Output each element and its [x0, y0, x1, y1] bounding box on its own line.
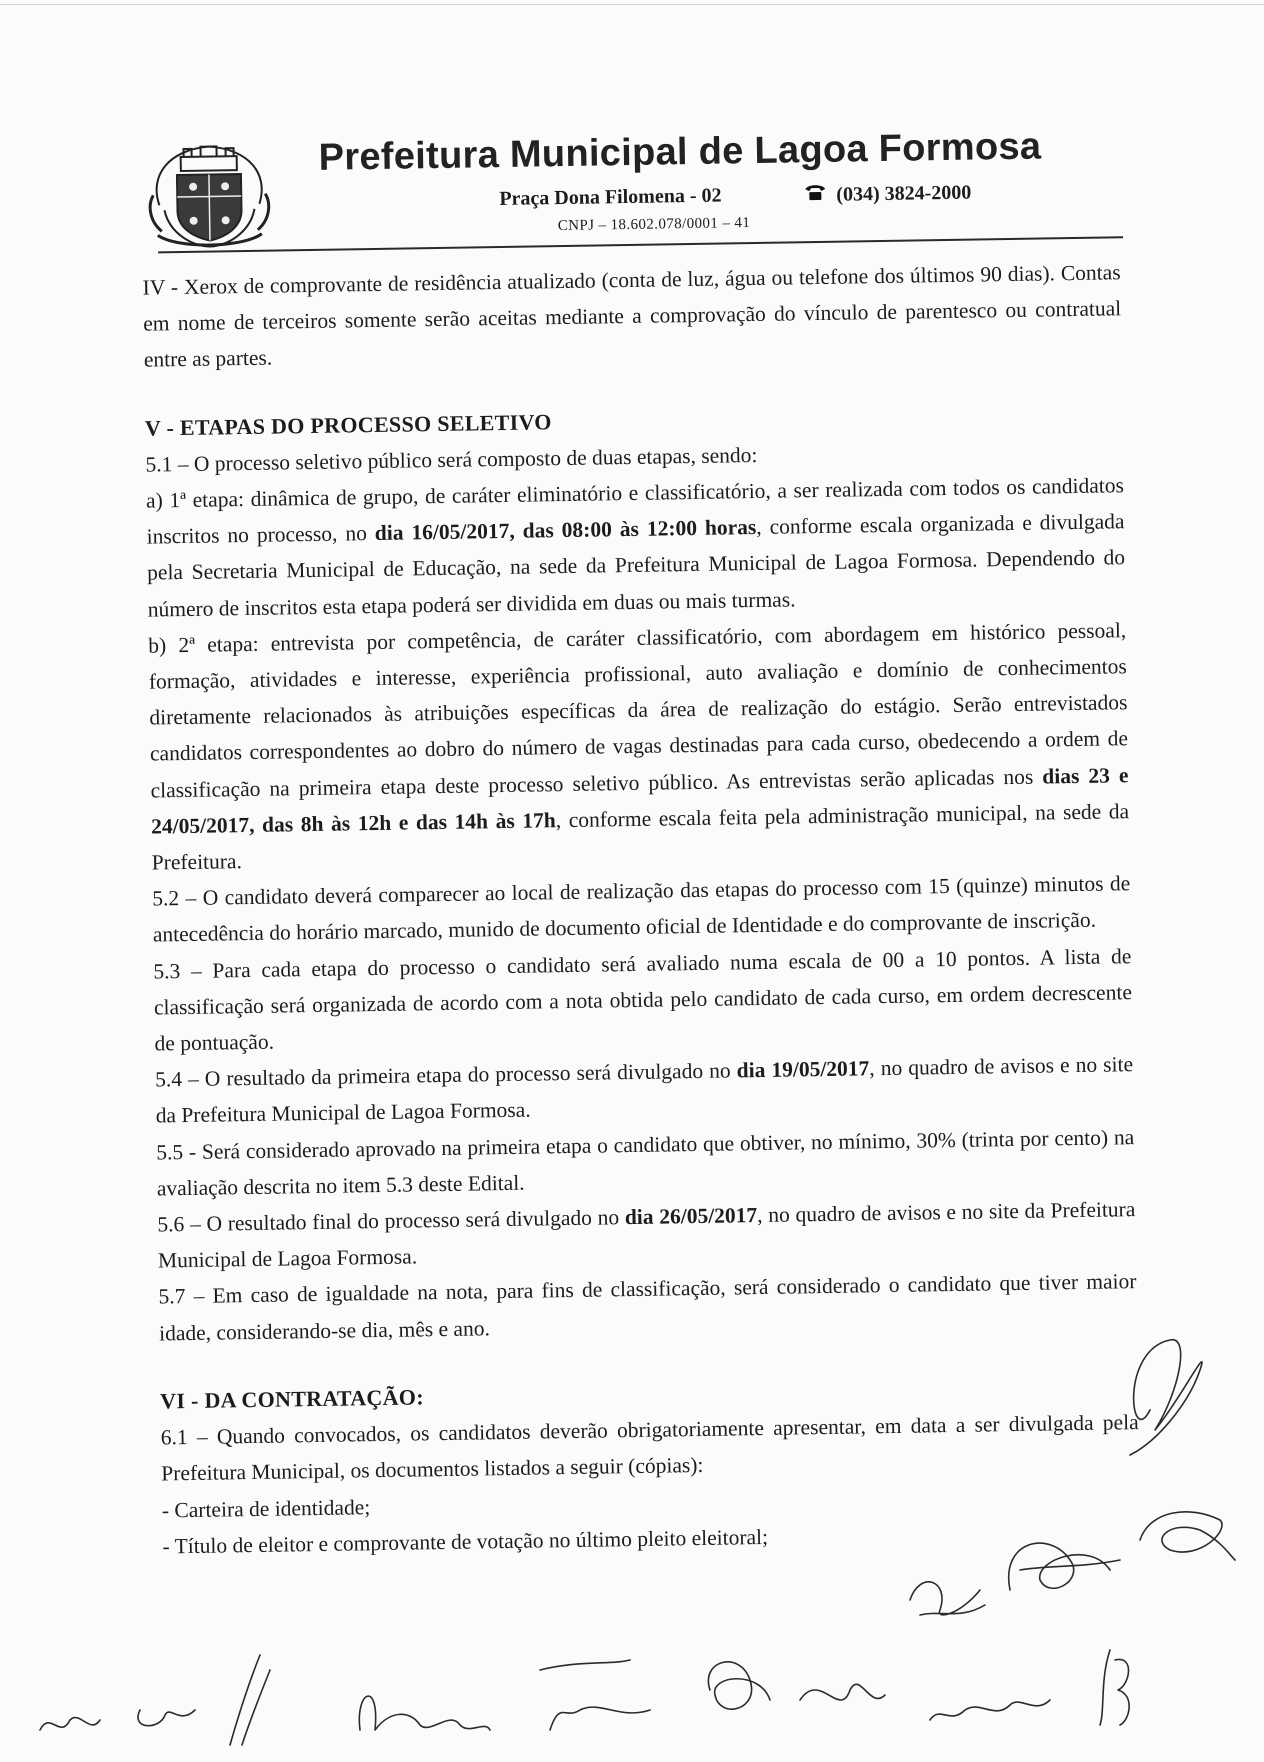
phone-number: (034) 3824-2000 — [836, 181, 972, 206]
paragraph-5-2: 5.2 – O candidato deverá comparecer ao local de realização das etapas do processo com 15 (quinze) minutos de antecedência do horário marcado, munido de documento oficial de Identidade e do comprovante de inscrição. — [152, 871, 1131, 947]
coat-of-arms-icon — [138, 133, 280, 255]
item-iv-paragraph: IV - Xerox de comprovante de residência atualizado (conta de luz, água ou telefone dos últimos 90 dias). Contas em nome de terceiros somente serão aceitas mediante a comprovação do vínculo de parentesco ou contratual entre as partes. — [142, 260, 1122, 373]
telephone-icon — [804, 183, 826, 207]
municipality-title: Prefeitura Municipal de Lagoa Formosa — [318, 125, 1042, 179]
list-item: - Carteira de identidade; — [161, 1494, 371, 1522]
header-divider — [158, 236, 1123, 253]
section-v-title: V - ETAPAS DO PROCESSO SELETIVO — [144, 408, 552, 441]
document-body — [142, 254, 1140, 1564]
letterhead — [138, 102, 1120, 257]
paragraph-5-3: 5.3 – Para cada etapa do processo o candidato será avaliado numa escala de 00 a 10 pontos. A lista de classificação será organizada de acordo com a nota obtida pelo candidato de cada curso, em ordem decrescente de pontuação. — [153, 943, 1133, 1056]
address-text: Praça Dona Filomena - 02 — [499, 184, 722, 210]
paragraph-5-6: 5.6 – O resultado final do processo será divulgado no dia 26/05/2017, no quadro de avisos e no site da Prefeitura Municipal de Lagoa Formosa. — [157, 1197, 1136, 1273]
paragraph-5-1-b: b) 2ª etapa: entrevista por competência, de caráter classificatório, com abordagem em histórico pessoal, formação, atividades e interesse, experiência profissional, auto avaliação e domínio de conhecimentos diretamente relacionados às atribuições específicas da área de realização do estágio. Serão entrevistados candidatos correspondentes ao dobro do número de vagas destinadas para cada curso, obedecendo a ordem de classificação na primeira etapa deste processo seletivo público. As entrevistas serão aplicadas nos dias 23 e 24/05/2017, das 8h às 12h e das 14h às 17h, conforme escala feita pela administração municipal, na sede da Prefeitura. — [148, 618, 1130, 875]
phone-line — [804, 181, 971, 208]
section-vi-title: VI - DA CONTRATAÇÃO: — [159, 1384, 425, 1414]
paragraph-5-1: 5.1 – O processo seletivo público será composto de duas etapas, sendo: — [145, 442, 758, 477]
paragraph-5-4: 5.4 – O resultado da primeira etapa do processo será divulgado no dia 19/05/2017, no quadro de avisos e no site da Prefeitura Municipal de Lagoa Formosa. — [154, 1052, 1134, 1128]
list-item: - Título de eleitor e comprovante de votação no último pleito eleitoral; — [162, 1524, 769, 1559]
paragraph-5-5: 5.5 - Será considerado aprovado na primeira etapa o candidato que obtiver, no mínimo, 30% (trinta por cento) na avaliação descrita no item 5.3 deste Edital. — [156, 1124, 1135, 1201]
paragraph-5-7: 5.7 – Em caso de igualdade na nota, para fins de classificação, será considerado o candidato que tiver maior idade, considerando-se dia, mês e ano. — [158, 1269, 1137, 1346]
paragraph-6-1: 6.1 – Quando convocados, os candidatos deverão obrigatoriamente apresentar, em data a ser divulgada pela Prefeitura Municipal, os documentos listados a seguir (cópias): — [160, 1410, 1139, 1486]
cnpj-text: CNPJ – 18.602.078/0001 – 41 — [557, 215, 751, 235]
paragraph-5-1-a: a) 1ª etapa: dinâmica de grupo, de caráter eliminatório e classificatório, a ser realizada com todos os candidatos inscritos no processo, no dia 16/05/2017, das 08:00 às 12:00 horas, conforme escala organizada e divulgada pela Secretaria Municipal de Educação, na sede da Prefeitura Municipal de Lagoa Formosa. Dependendo do número de inscritos esta etapa poderá ser dividida em duas ou mais turmas. — [145, 473, 1126, 622]
